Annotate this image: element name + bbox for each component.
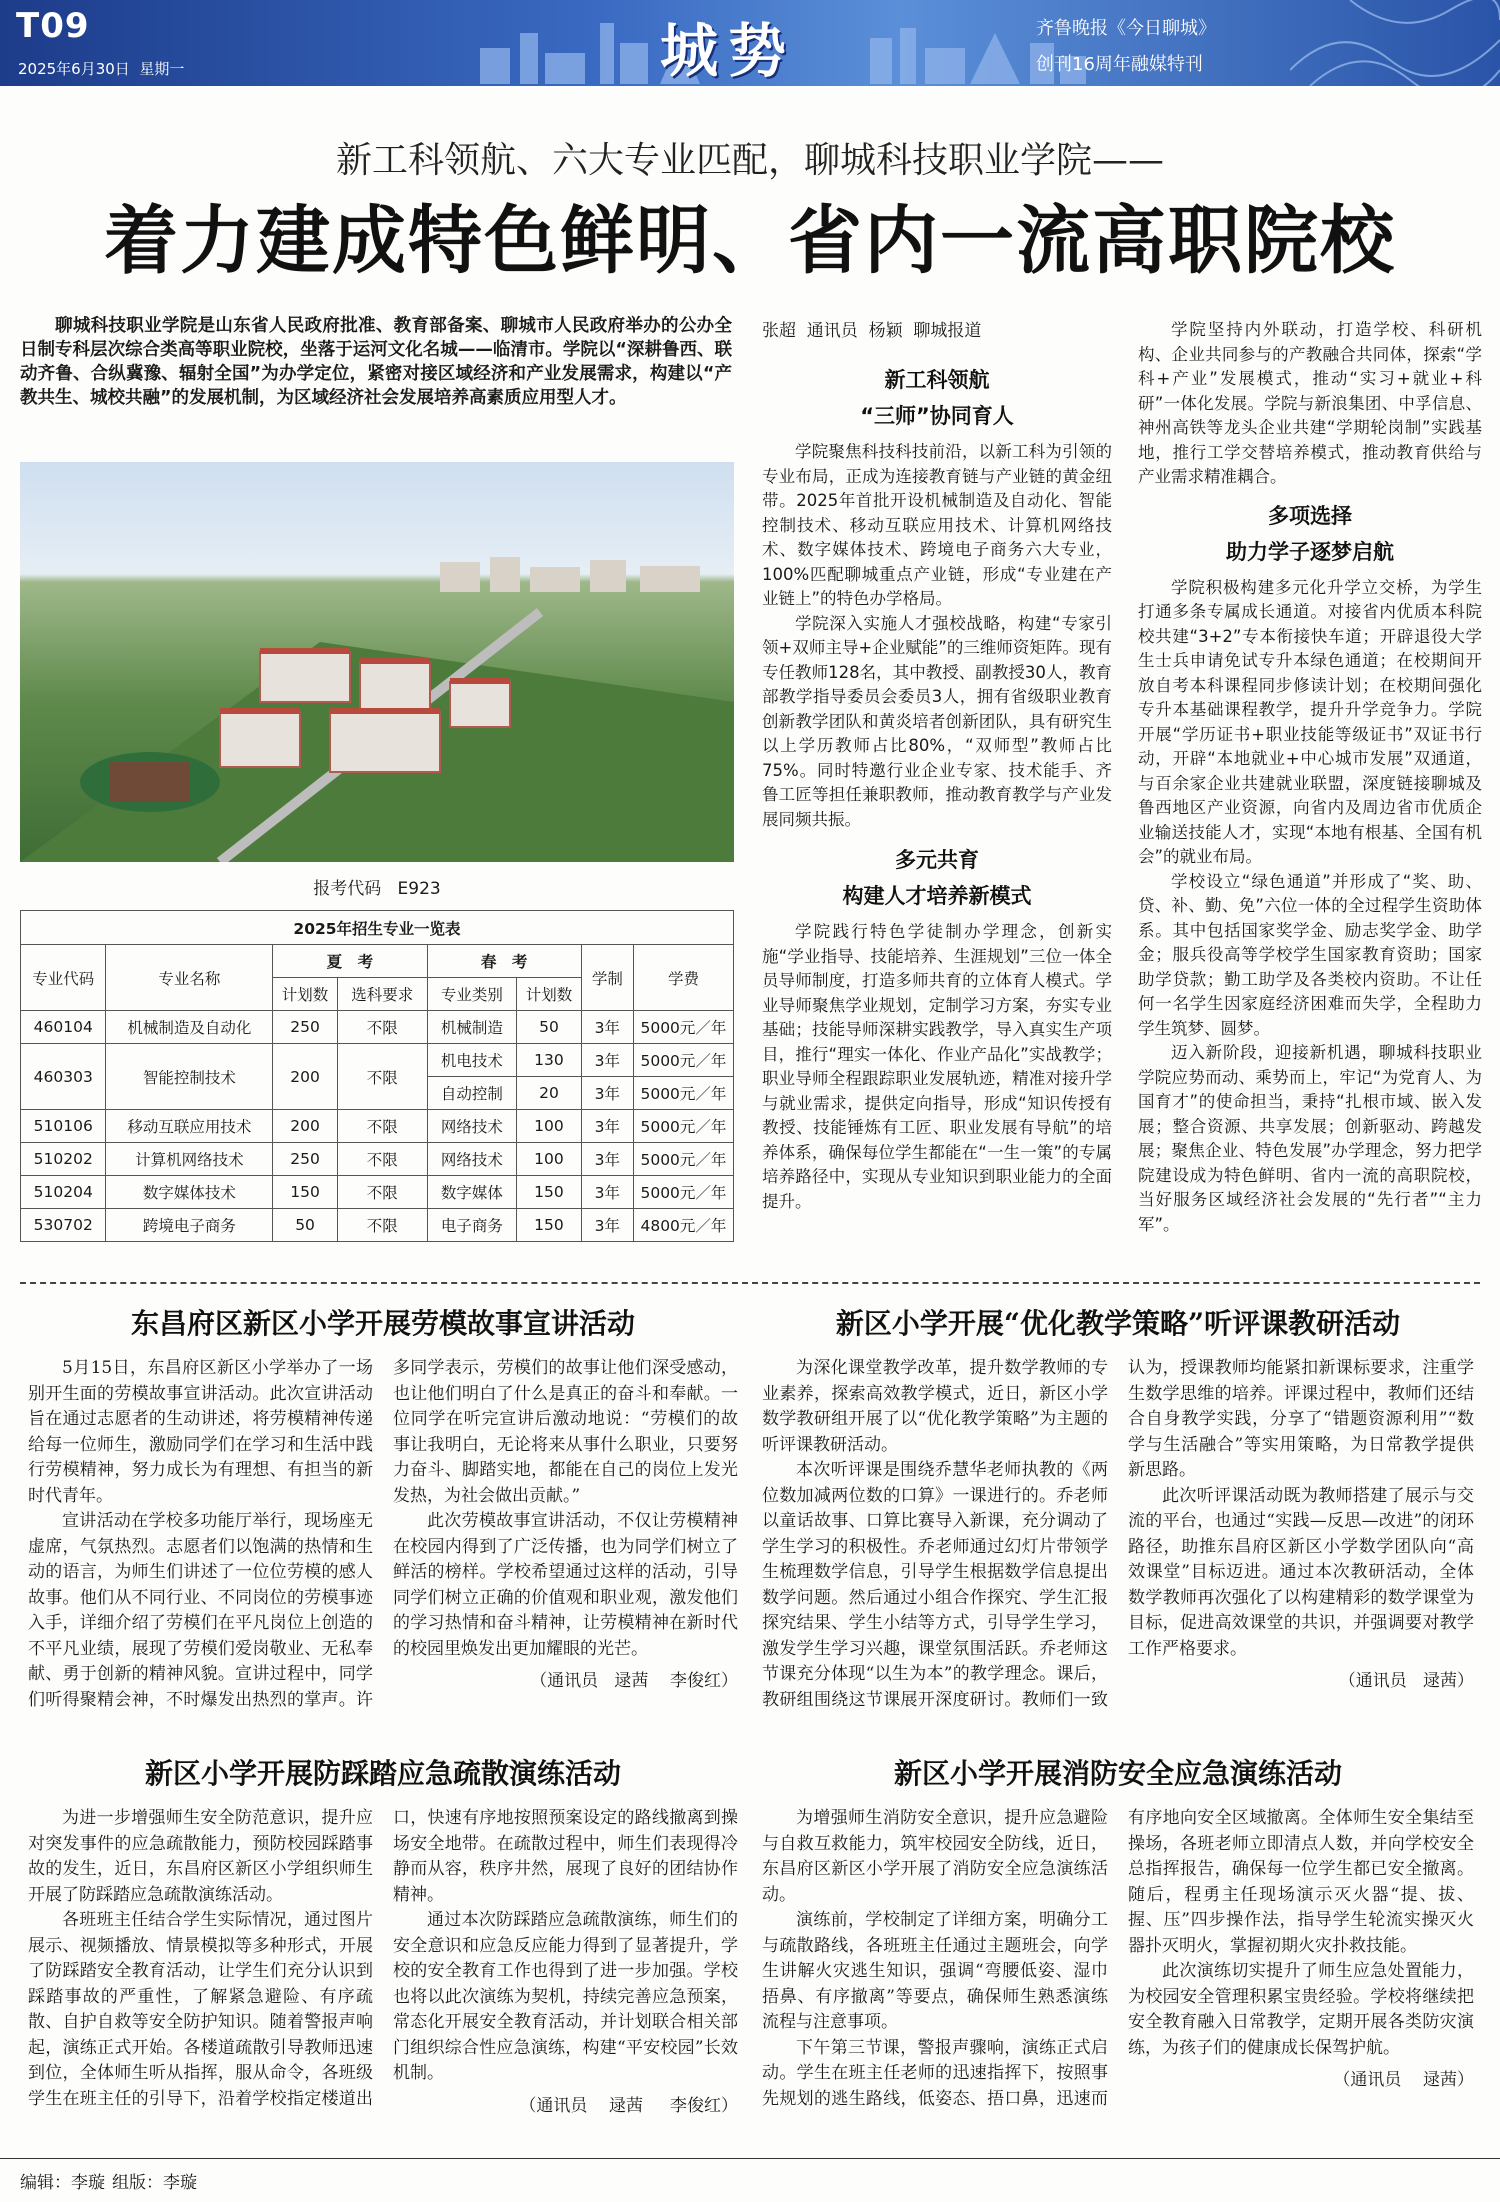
article3-para3: 通过本次防踩踏应急疏散演练，师生们的安全意识和应急反应能力得到了显著提升，学校的安全教育工作也得到了进一步加强。学校也将以此次演练为契机，持续完善应急预案，常态化开展安全教育活动，并计划联合相关部门组织综合性应急演练，构建“平安校园”长效机制。 <box>393 1910 738 2083</box>
article4-credit: （通讯员 逯茜） <box>1333 2070 1474 2090</box>
article2-para3: 此次听评课活动既为教师搭建了展示与交流的平台，也通过“实践—反思—改进”的闭环路径，助推东昌府区新区小学数学团队向“高效课堂”目标迈进。通过本次教研活动，全体数学教师再次强化了以构建精彩的数学课堂为目标，促进高效课堂的共识，并强调要对教学工作严格要求。 <box>1128 1485 1474 1659</box>
article-column-middle <box>762 318 1112 1254</box>
table-row: 510106 移动互联应用技术 200 不限 网络技术 100 3年 5000元／年 <box>21 1110 734 1143</box>
section1-para1: 学院聚焦科技科技前沿，以新工科为引领的专业布局，正成为连接教育链与产业链的黄金纽带。2025年首批开设机械制造及自动化、智能控制技术、移动互联应用技术、计算机网络技术、数字媒体技术、跨境电子商务六大专业，100%匹配聊城重点产业链，形成“专业建在产业链上”的特色办学格局。 <box>762 442 1112 608</box>
section3-para2: 学校设立“绿色通道”并形成了“奖、助、贷、补、勤、免”六位一体的全过程学生资助体系。其中包括国家奖学金、励志奖学金、助学金；服兵役高等学校学生国家教育资助；国家助学贷款；勤工助学及各类校内资助。不让任何一名学生因家庭经济困难而失学，全程助力学生筑梦、圆梦。 <box>1138 871 1482 1038</box>
photo-caption: 报考代码 E923 <box>313 879 441 899</box>
article1-title: 东昌府区新区小学开展劳模故事宣讲活动 <box>130 1307 635 1340</box>
section-title: 城势 <box>660 17 797 85</box>
article1-credit: （通讯员 逯茜 李俊红） <box>530 1671 738 1691</box>
table-row: 460303 智能控制技术 200 不限 机电技术 130 3年 5000元／年 <box>21 1044 734 1077</box>
article4-para4: 此次演练切实提升了师生应急处置能力，为校园安全管理积累宝贵经验。学校将继续把安全教育融入日常教学，定期开展各类防灾演练，为孩子们的健康成长保驾护航。 <box>1128 1961 1474 2058</box>
article-teaching-strategy <box>762 1300 1474 1756</box>
article3-para1: 为进一步增强师生安全防范意识，提升应对突发事件的应急疏散能力，预防校园踩踏事故的发生，近日，东昌府区新区小学组织师生开展了防踩踏应急疏散演练活动。 <box>28 1808 373 1905</box>
section1-subtitle: “三师”协同育人 <box>860 404 1014 428</box>
section2-para2: 学院坚持内外联动，打造学校、科研机构、企业共同参与的产教融合共同体，探索“学科+产业”发展模式，推动“实习+就业+科研”一体化发展。学院与新浪集团、中孚信息、神州高铁等龙头企业共建“学期轮岗制”实践基地，推行工学交替培养模式，推动教育供给与产业需求精准耦合。 <box>1138 320 1482 486</box>
table-row: 510202 计算机网络技术 250 不限 网络技术 100 3年 5000元／年 <box>21 1143 734 1176</box>
table-title: 2025年招生专业一览表 <box>21 911 734 945</box>
section3-para3: 迈入新阶段，迎接新机遇，聊城科技职业学院应势而动、乘势而上，牢记“为党育人、为国育才”的使命担当，秉持“扎根市域、嵌入发展；整合资源、共享发展；创新驱动、跨越发展；聚焦企业、特色发展”办学理念，努力把学院建设成为特色鲜明、省内一流的高职院校，当好服务区域经济社会发展的“先行者”“主力军”。 <box>1138 1043 1482 1234</box>
col-cat: 专业类别 <box>427 978 517 1011</box>
table-row: 460104 机械制造及自动化 250 不限 机械制造 50 3年 5000元／年 <box>21 1011 734 1044</box>
col-req: 选科要求 <box>337 978 427 1011</box>
article3-credit: （通讯员 逯茜 李俊红） <box>519 2095 738 2116</box>
section3-title: 多项选择 <box>1268 503 1352 528</box>
article2-title: 新区小学开展“优化教学策略”听评课教研活动 <box>835 1307 1401 1340</box>
section3-para1: 学院积极构建多元化升学立交桥，为学生打通多条专属成长通道。对接省内优质本科院校共建“3+2”专本衔接快车道；开辟退役大学生士兵申请免试专升本绿色通道；在校期间开放自考本科课程同步修读计划；在校期间强化专升本基础课程教学，提升升学竞争力。学院开展“学历证书+职业技能等级证书”双证书行动，开辟“本地就业+中心城市发展”双通道，与百余家企业共建就业联盟，深度链接聊城及鲁西地区产业资源，向省内及周边省市优质企业输送技能人才，实现“本地有根基、全国有机会”的就业布局。 <box>1138 577 1482 866</box>
footer-rule <box>0 2158 1500 2159</box>
masthead <box>0 0 1500 86</box>
col-spring: 春 考 <box>427 945 581 978</box>
section2-para1: 学院践行特色学徒制办学理念，创新实施“学业指导、技能培养、生涯规划”三位一体全员导师制度，打造多师共育的立体育人模式。学业导师聚焦学业规划，定制学习方案，夯实专业基础；技能导师深耕实践教学，导入真实生产项目，推行“理实一体化、作业产品化”实战教学；职业导师全程跟踪职业发展轨迹，精准对接升学与就业需求，提供定向指导，形成“知识传授有教授、技能锤炼有工匠、职业发展有导航”的培养体系，确保每位学生都能在“一生一策”的专属培养路径中，实现从专业知识到职业能力的全面提升。 <box>762 922 1112 1211</box>
issue-date: 2025年6月30日 星期一 <box>18 60 185 78</box>
kicker: 新工科领航、六大专业匹配，聊城科技职业学院—— <box>335 140 1164 181</box>
col-fee: 学费 <box>633 945 733 1011</box>
table-row: 530702 跨境电子商务 50 不限 电子商务 150 3年 4800元／年 <box>21 1209 734 1242</box>
lead-paragraph: 聊城科技职业学院是山东省人民政府批准、教育部备案、聊城市人民政府举办的公办全日制专科层次综合类高等职业院校，坐落于运河文化名城——临清市。学院以“深耕鲁西、联动齐鲁、合纵冀豫、辐射全国”为办学定位，紧密对接区域经济和产业发展需求，构建以“产教共生、城校共融”的发展机制，为区域经济社会发展培养高素质应用型人才。 <box>20 316 732 408</box>
col-name: 专业名称 <box>106 945 273 1011</box>
article4-para3: 下午第三节课，警报声骤响，演练正式启动。学生在班主任老师的迅速指挥下，按照事先规划的逃生路线，低姿态、捂口鼻，迅速而有序地向安全区域撤离。全体师生安全集结至操场，各班老师立即清点人数，并向学校安全总指挥报告，确保每一位学生都已安全撤离。随后，程勇主任现场演示灭火器“提、拔、握、压”四步操作法，指导学生轮流实操灭火器扑灭明火，掌握初期火灾扑救技能。 <box>762 1808 1474 2109</box>
article1-para2: 宣讲活动在学校多功能厅举行，现场座无虚席，气氛热烈。志愿者们以饱满的热情和生动的语言，为师生们讲述了一位位劳模的感人故事。他们从不同行业、不同岗位的劳模事迹入手，详细介绍了劳模们在平凡岗位上创造的不平凡业绩，展现了劳模们爱岗敬业、无私奉献、勇于创新的精神风貌。宣讲过程中，同学们听得聚精会神，不时爆发出热烈的掌声。许多同学表示，劳模们的故事让他们深受感动，也让他们明白了什么是真正的奋斗和奉献。一位同学在听完宣讲后激动地说：“劳模们的故事让我明白，无论将来从事什么职业，只要努力奋斗、脚踏实地，都能在自己的岗位上发光发热，为社会做出贡献。” <box>28 1358 738 1710</box>
table-row: 510204 数字媒体技术 150 不限 数字媒体 150 3年 5000元／年 <box>21 1176 734 1209</box>
section1-para2: 学院深入实施人才强校战略，构建“专家引领+双师主导+企业赋能”的三维师资矩阵。现有专任教师128名，其中教授、副教授30人，教育部教学指导委员会委员3人，拥有省级职业教育创新教学团队和黄炎培者创新团队，具有研究生以上学历教师占比80%，“双师型”教师占比75%。同时特邀行业企业专家、技术能手、齐鲁工匠等担任兼职教师，推动教育教学与产业发展同频共振。 <box>762 613 1112 829</box>
article-anti-stampede <box>28 1750 738 2150</box>
article1-para1: 5月15日，东昌府区新区小学举办了一场别开生面的劳模故事宣讲活动。此次宣讲活动旨在通过志愿者的生动讲述，将劳模精神传递给每一位师生，激励同学们在学习和生活中践行劳模精神，努力成长为有理想、有担当的新时代青年。 <box>28 1358 373 1506</box>
col-plan: 计划数 <box>273 978 338 1011</box>
section1-title: 新工科领航 <box>884 368 990 392</box>
article1-para3: 此次劳模故事宣讲活动，不仅让劳模精神在校园内得到了广泛传播，也为同学们树立了鲜活的榜样。学校希望通过这样的活动，引导同学们树立正确的价值观和职业观，激发他们的学习热情和奋斗精神，让劳模精神在新时代的校园里焕发出更加耀眼的光芒。 <box>393 1511 738 1659</box>
paper-name: 齐鲁晚报《今日聊城》 <box>1036 18 1216 39</box>
article-column-right <box>1138 318 1482 1254</box>
article2-credit: （通讯员 逯茜） <box>1338 1671 1474 1691</box>
byline: 张超 通讯员 杨颖 聊城报道 <box>762 321 982 341</box>
article2-para2: 本次听评课是围绕乔慧华老师执教的《两位数加减两位数的口算》一课进行的。乔老师以童话故事、口算比赛导入新课，充分调动了学生学习的积极性。乔老师通过幻灯片带领学生梳理数学信息，引导学生根据数学信息提出数学问题。然后通过小组合作探究、学生汇报探究结果、学生小结等方式，引导学生学习，激发学生学习兴趣，课堂氛围活跃。乔老师这节课充分体现“以生为本”的教学理念。课后，教研组围绕这节课展开深度研讨。教师们一致认为，授课教师均能紧扣新课标要求，注重学生数学思维的培养。评课过程中，教师们还结合自身教学实践，分享了“错题资源利用”“数学与生活融合”等实用策略，为日常教学提供新思路。 <box>762 1358 1474 1710</box>
campus-illustration <box>20 462 734 862</box>
section2-subtitle: 构建人才培养新模式 <box>842 884 1032 908</box>
table-row: 自动控制 20 3年 5000元／年 <box>21 1077 734 1110</box>
admission-table <box>20 910 734 1242</box>
article2-para1: 为深化课堂教学改革，提升数学教师的专业素养，探索高效教学模式，近日，新区小学数学教研组开展了以“优化教学策略”为主题的听评课教研活动。 <box>762 1358 1108 1455</box>
headline: 着力建成特色鲜明、省内一流高职院校 <box>104 198 1396 284</box>
decorative-pattern-icon <box>1290 0 1500 86</box>
article-fire-drill <box>762 1750 1474 2150</box>
special-edition: 创刊16周年融媒特刊 <box>1036 54 1203 75</box>
page-number: T09 <box>16 6 90 46</box>
section2-title: 多元共育 <box>895 848 979 872</box>
article4-title: 新区小学开展消防安全应急演练活动 <box>893 1757 1342 1790</box>
col-plan2: 计划数 <box>517 978 582 1011</box>
article4-para1: 为增强师生消防安全意识，提升应急避险与自救互救能力，筑牢校园安全防线，近日，东昌府区新区小学开展了消防安全应急演练活动。 <box>762 1808 1108 1905</box>
article-labor-model <box>28 1300 738 1756</box>
section-divider <box>20 1282 1480 1284</box>
article3-para2: 各班班主任结合学生实际情况，通过图片展示、视频播放、情景模拟等多种形式，开展了防踩踏安全教育活动，让学生们充分认识到踩踏事故的严重性，了解紧急避险、有序疏散、自护自救等安全防护知识。随着警报声响起，演练正式开始。各楼道疏散引导教师迅速到位，全体师生听从指挥，服从命令，各班级学生在班主任的引导下，沿着学校指定楼道出口，快速有序地按照预案设定的路线撤离到操场安全地带。在疏散过程中，师生们表现得冷静而从容，秩序井然，展现了良好的团结协作精神。 <box>28 1808 738 2109</box>
col-summer: 夏 考 <box>273 945 427 978</box>
section3-subtitle: 助力学子逐梦启航 <box>1226 539 1394 564</box>
article4-para2: 演练前，学校制定了详细方案，明确分工与疏散路线，各班班主任通过主题班会，向学生讲解火灾逃生知识，强调“弯腰低姿、湿巾捂鼻、有序撤离”等要点，确保师生熟悉演练流程与注意事项。 <box>762 1910 1108 2032</box>
footer-editor: 编辑：李璇 <box>20 2173 105 2193</box>
col-years: 学制 <box>581 945 633 1011</box>
article3-title: 新区小学开展防踩踏应急疏散演练活动 <box>144 1757 621 1790</box>
col-code: 专业代码 <box>21 945 106 1011</box>
campus-photo <box>20 462 734 862</box>
footer-layout: 组版：李璇 <box>112 2173 197 2193</box>
